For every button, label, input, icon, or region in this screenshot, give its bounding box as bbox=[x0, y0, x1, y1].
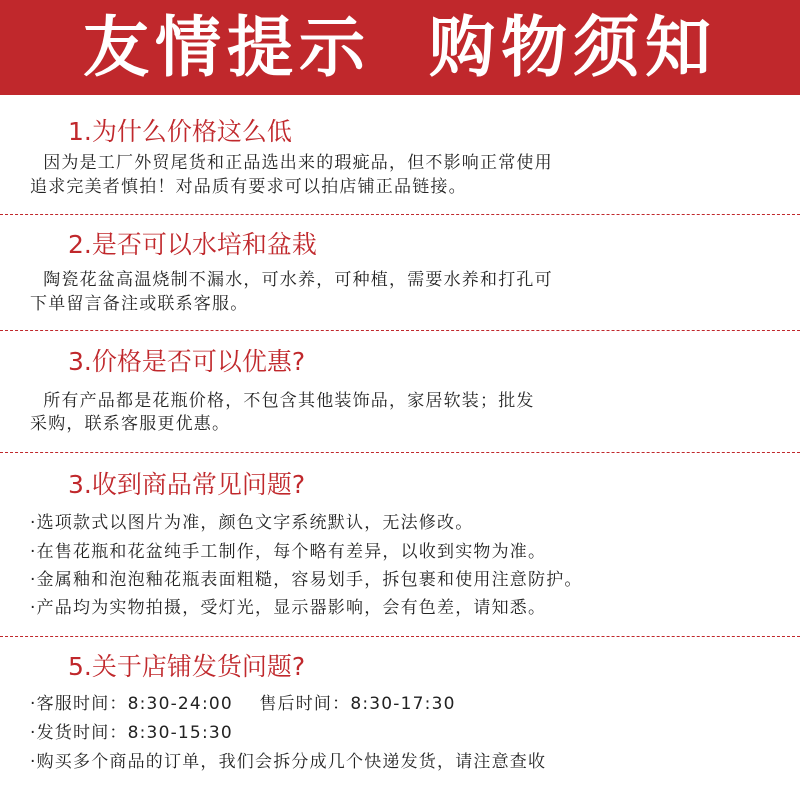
section-title: 2.是否可以水培和盆栽 bbox=[68, 230, 317, 259]
bullet-line: ·金属釉和泡泡釉花瓶表面粗糙，容易划手，拆包裹和使用注意防护。 bbox=[30, 570, 583, 590]
bullet-line: ·客服时间：8:30-24:00 售后时间：8:30-17:30 bbox=[30, 694, 456, 714]
section-title: 5.关于店铺发货问题? bbox=[68, 652, 306, 681]
section-text-line: 下单留言备注或联系客服。 bbox=[30, 294, 249, 314]
section-text-line: 追求完美者慎拍！对品质有要求可以拍店铺正品链接。 bbox=[30, 177, 467, 197]
dashed-divider bbox=[0, 214, 800, 215]
section-text-line: 所有产品都是花瓶价格，不包含其他装饰品，家居软装；批发 bbox=[30, 391, 535, 411]
bullet-line: ·产品均为实物拍摄，受灯光，显示器影响，会有色差，请知悉。 bbox=[30, 598, 547, 618]
dashed-divider bbox=[0, 330, 800, 331]
section-title: 3.收到商品常见问题? bbox=[68, 470, 306, 499]
dashed-divider bbox=[0, 636, 800, 637]
dashed-divider bbox=[0, 452, 800, 453]
section-text-line: 因为是工厂外贸尾货和正品选出来的瑕疵品，但不影响正常使用 bbox=[30, 153, 553, 173]
section-title: 3.价格是否可以优惠? bbox=[68, 347, 306, 376]
bullet-line: ·选项款式以图片为准，颜色文字系统默认，无法修改。 bbox=[30, 513, 474, 533]
bullet-line: ·购买多个商品的订单，我们会拆分成几个快递发货，请注意查收 bbox=[30, 752, 547, 772]
header-banner bbox=[0, 0, 800, 95]
page-title: 友情提示 购物须知 bbox=[83, 8, 717, 86]
bullet-line: ·发货时间：8:30-15:30 bbox=[30, 723, 233, 743]
section-text-line: 采购，联系客服更优惠。 bbox=[30, 414, 231, 434]
bullet-line: ·在售花瓶和花盆纯手工制作，每个略有差异，以收到实物为准。 bbox=[30, 542, 547, 562]
section-text-line: 陶瓷花盆高温烧制不漏水，可水养，可种植，需要水养和打孔可 bbox=[30, 270, 553, 290]
section-title: 1.为什么价格这么低 bbox=[68, 117, 292, 146]
